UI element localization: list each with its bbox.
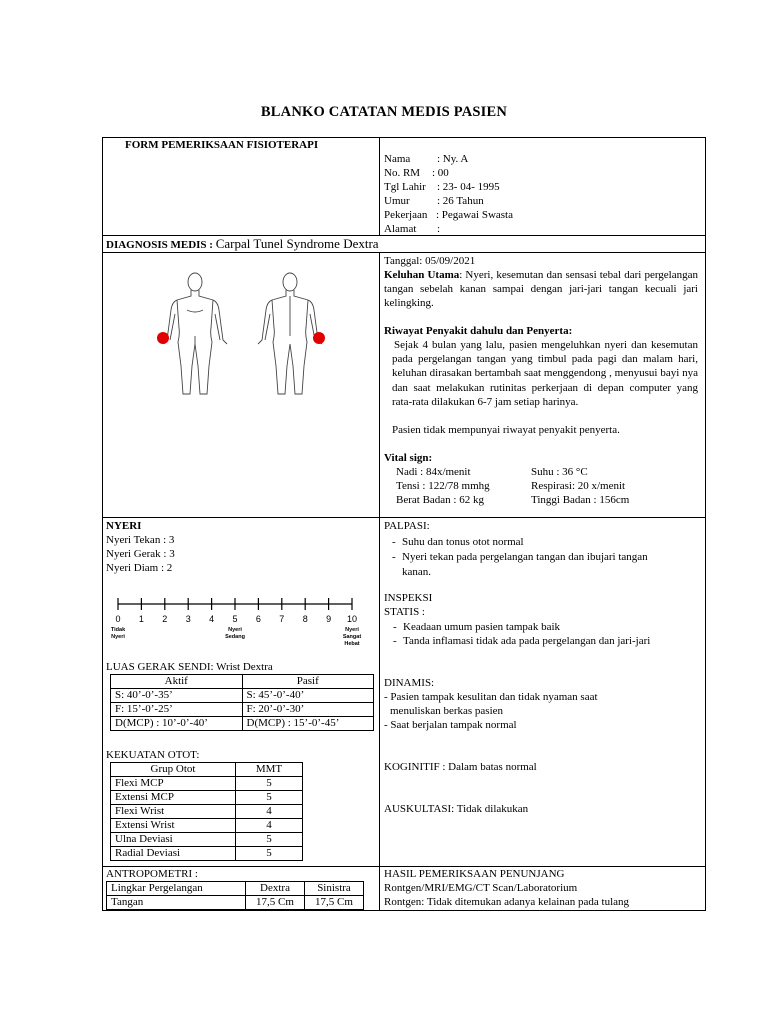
exam-date: Tanggal: 05/09/2021 (384, 255, 476, 267)
pain-scale-number: 8 (302, 614, 308, 624)
table-header: Aktif (111, 675, 243, 689)
vital-value: Tinggi Badan : 156cm (531, 494, 630, 506)
pain-scale-number: 1 (138, 614, 144, 624)
pain-scale-number: 2 (162, 614, 168, 624)
pain-scale-number: 3 (185, 614, 191, 624)
patient-value: : Pegawai Swasta (436, 209, 513, 221)
table-row (111, 777, 303, 791)
pain-scale-label: Hebat (344, 641, 360, 647)
patient-label: Pekerjaan (384, 209, 428, 221)
patient-value: : (437, 223, 441, 235)
pain-scale-label: Nyeri (345, 627, 359, 633)
table-row (111, 689, 374, 703)
statis-label: STATIS : (384, 606, 425, 618)
vital-value: Suhu : 36 °C (531, 466, 588, 478)
table-cell: 5 (236, 847, 303, 861)
keluhan-label: Keluhan Utama (384, 269, 460, 281)
table-cell: S: 40’-0’-35’ (111, 689, 243, 703)
vital-label: Vital sign: (384, 452, 433, 464)
nyeri-item: Nyeri Diam : 2 (106, 562, 173, 574)
keluhan-utama (384, 268, 698, 311)
pain-marker (157, 332, 169, 344)
table-cell: F: 20’-0’-30’ (242, 703, 374, 717)
table-header: Dextra (246, 882, 305, 896)
patient-label: Nama (384, 153, 411, 165)
pain-scale-number: 4 (209, 614, 215, 624)
pain-scale-label: Sedang (225, 634, 245, 640)
table-cell: Flexi MCP (111, 777, 236, 791)
patient-label: Umur (384, 195, 410, 207)
lgs-table (110, 674, 374, 731)
riwayat-text-2: Pasien tidak mempunyai riwayat penyakit penyerta. (392, 424, 620, 436)
palpasi-item: kanan. (402, 566, 432, 578)
riwayat-text: Sejak 4 bulan yang lalu, pasien mengeluhkan nyeri dan kesemutan pada pergelangan tangan yang timbul pada pagi dan malam hari, keluhan dirasakan bertambah saat menggendong , menyusui bayi nya dan saat melakukan rutinitas perkerjaan di depan computer yang rata-rata dilakukan 6-7 jam setiap harinya. (392, 339, 698, 408)
table-cell: 4 (236, 819, 303, 833)
table-cell: 5 (236, 833, 303, 847)
antropometri-table (106, 881, 364, 910)
pain-scale-number: 0 (115, 614, 121, 624)
nyeri-item: Nyeri Gerak : 3 (106, 548, 175, 560)
vital-value: Nadi : 84x/menit (396, 466, 471, 478)
table-header: Sinistra (305, 882, 364, 896)
patient-value: : 00 (432, 167, 449, 179)
patient-label: No. RM (384, 167, 421, 179)
statis-item: - Tanda inflamasi tidak ada pada pergelangan dan jari-jari (403, 634, 650, 648)
patient-label: Alamat (384, 223, 417, 235)
table-cell: D(MCP) : 10’-0’-40’ (111, 717, 243, 731)
table-cell: 5 (236, 791, 303, 805)
patient-label: Tgl Lahir (384, 181, 426, 193)
vital-value: Respirasi: 20 x/menit (531, 480, 626, 492)
patient-value: : 26 Tahun (437, 195, 484, 207)
diagnosis-label: DIAGNOSIS MEDIS : (106, 239, 213, 251)
pain-scale-label: Tidak (110, 627, 126, 633)
kekuatan-label: KEKUATAN OTOT: (106, 749, 200, 761)
table-cell: Radial Deviasi (111, 847, 236, 861)
pain-marker (313, 332, 325, 344)
patient-value: : 23- 04- 1995 (437, 181, 500, 193)
kognitif: KOGINITIF : Dalam batas normal (384, 761, 537, 773)
table-cell: 17,5 Cm (246, 896, 305, 910)
dinamis-item: - Saat berjalan tampak normal (384, 719, 517, 731)
nyeri-item: Nyeri Tekan : 3 (106, 534, 175, 546)
table-header-row (111, 675, 374, 689)
table-cell: F: 15’-0’-25’ (111, 703, 243, 717)
dinamis-item: - Pasien tampak kesulitan dan tidak nyaman saat (384, 691, 598, 703)
table-cell: Tangan (107, 896, 246, 910)
table-row (111, 791, 303, 805)
table-header: Grup Otot (111, 763, 236, 777)
table-cell: 5 (236, 777, 303, 791)
body-front-figure (163, 273, 227, 394)
table-cell: 4 (236, 805, 303, 819)
keluhan-text: : Nyeri, kesemutan dan sensasi tebal dari pergelangan tangan sebelah kanan sampai dengan jari-jari tangan kecuali jari kelingking. (384, 269, 698, 310)
pain-scale-number: 7 (279, 614, 285, 624)
vital-value: Tensi : 122/78 mmhg (396, 480, 490, 492)
pain-scale-label: Nyeri (111, 634, 125, 640)
body-chart (150, 270, 340, 400)
table-row (107, 896, 364, 910)
penunjang-line: Rontgen/MRI/EMG/CT Scan/Laboratorium (384, 882, 578, 894)
table-cell: Extensi Wrist (111, 819, 236, 833)
diagnosis (106, 237, 379, 252)
form-title: FORM PEMERIKSAAN FISIOTERAPI (125, 139, 319, 151)
palpasi-item: - Nyeri tekan pada pergelangan tangan dan ibujari tangan (402, 550, 648, 564)
table-cell: S: 45’-0’-40’ (242, 689, 374, 703)
riwayat-label: Riwayat Penyakit dahulu dan Penyerta: (384, 325, 573, 337)
table-cell: Ulna Deviasi (111, 833, 236, 847)
table-header: Lingkar Pergelangan (107, 882, 246, 896)
auskultasi: AUSKULTASI: Tidak dilakukan (384, 803, 529, 815)
penunjang-line: Rontgen: Tidak ditemukan adanya kelainan pada tulang (384, 896, 630, 908)
pain-scale (108, 592, 366, 654)
table-header-row (111, 763, 303, 777)
table-row (111, 805, 303, 819)
table-cell: Flexi Wrist (111, 805, 236, 819)
penunjang-label: HASIL PEMERIKSAAN PENUNJANG (384, 868, 565, 880)
nyeri-label: NYERI (106, 520, 142, 532)
table-row (111, 703, 374, 717)
pain-scale-number: 5 (232, 614, 238, 624)
pain-scale-label: Sangat (342, 634, 362, 640)
table-header: Pasif (242, 675, 374, 689)
kekuatan-table (110, 762, 303, 861)
table-header-row (107, 882, 364, 896)
table-row (111, 717, 374, 731)
table-cell: 17,5 Cm (305, 896, 364, 910)
pain-scale-number: 9 (326, 614, 332, 624)
vital-value: Berat Badan : 62 kg (396, 494, 484, 506)
pain-scale-number: 10 (346, 614, 358, 624)
page-title: BLANKO CATATAN MEDIS PASIEN (260, 104, 508, 120)
dinamis-label: DINAMIS: (384, 677, 435, 689)
table-header: MMT (236, 763, 303, 777)
table-cell: Extensi MCP (111, 791, 236, 805)
palpasi-label: PALPASI: (384, 520, 430, 532)
body-back-figure (258, 273, 322, 394)
pain-scale-number: 6 (255, 614, 261, 624)
inspeksi-label: INSPEKSI (384, 592, 433, 604)
statis-item: - Keadaan umum pasien tampak baik (403, 620, 560, 634)
table-row (111, 847, 303, 861)
table-row (111, 833, 303, 847)
pain-scale-label: Nyeri (228, 627, 242, 633)
table-row (111, 819, 303, 833)
palpasi-item: - Suhu dan tonus otot normal (402, 535, 524, 549)
diagnosis-value: Carpal Tunel Syndrome Dextra (215, 236, 379, 251)
dinamis-item: menuliskan berkas pasien (390, 705, 504, 717)
patient-value: : Ny. A (437, 153, 469, 165)
antropometri-label: ANTROPOMETRI : (106, 868, 198, 880)
table-cell: D(MCP) : 15’-0’-45’ (242, 717, 374, 731)
lgs-label: LUAS GERAK SENDI: Wrist Dextra (106, 661, 273, 673)
